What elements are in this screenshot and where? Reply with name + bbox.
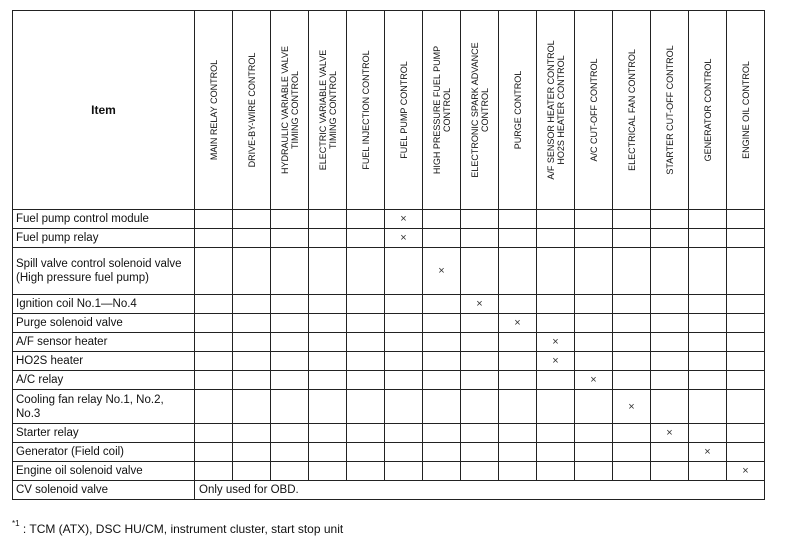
empty-cell [537,210,575,229]
row-label: Fuel pump control module [13,210,195,229]
empty-cell [423,443,461,462]
column-header-label: STARTER CUT-OFF CONTROL [664,45,675,175]
column-header [233,11,271,210]
empty-cell [423,424,461,443]
empty-cell [347,443,385,462]
column-header-label: MAIN RELAY CONTROL [208,59,219,161]
empty-cell [309,295,347,314]
empty-cell [347,248,385,295]
table-row [13,229,765,248]
empty-cell [385,371,423,390]
empty-cell [385,333,423,352]
empty-cell [347,314,385,333]
empty-cell [537,248,575,295]
applies-mark: × [423,248,461,295]
empty-cell [423,352,461,371]
column-header [689,11,727,210]
empty-cell [195,371,233,390]
empty-cell [727,210,765,229]
empty-cell [575,248,613,295]
empty-cell [195,248,233,295]
empty-cell [233,462,271,481]
empty-cell [613,462,651,481]
empty-cell [613,443,651,462]
empty-cell [347,390,385,424]
empty-cell [309,352,347,371]
row-label: HO2S heater [13,352,195,371]
column-header [423,11,461,210]
empty-cell [195,295,233,314]
empty-cell [689,229,727,248]
empty-cell [575,352,613,371]
empty-cell [309,443,347,462]
empty-cell [613,424,651,443]
applies-mark: × [727,462,765,481]
table-row [13,333,765,352]
empty-cell [651,443,689,462]
empty-cell [651,390,689,424]
empty-cell [347,229,385,248]
empty-cell [651,248,689,295]
table-row [13,390,765,424]
empty-cell [537,371,575,390]
column-header [195,11,233,210]
empty-cell [271,314,309,333]
empty-cell [727,295,765,314]
empty-cell [271,295,309,314]
empty-cell [499,333,537,352]
empty-cell [271,390,309,424]
empty-cell [309,229,347,248]
empty-cell [385,390,423,424]
empty-cell [575,424,613,443]
empty-cell [309,390,347,424]
empty-cell [347,371,385,390]
table-row [13,352,765,371]
empty-cell [461,210,499,229]
footnote [12,519,344,536]
column-header-label: ELECTRICAL FAN CONTROL [626,49,637,171]
empty-cell [233,229,271,248]
table-body [13,210,765,500]
header-row [13,11,765,210]
empty-cell [651,295,689,314]
empty-cell [499,443,537,462]
empty-cell [537,424,575,443]
empty-cell [613,314,651,333]
empty-cell [651,229,689,248]
table-row [13,424,765,443]
empty-cell [195,314,233,333]
empty-cell [613,333,651,352]
column-header-label: HYDRAULIC VARIABLE VALVE TIMING CONTROL [279,45,300,175]
empty-cell [423,371,461,390]
empty-cell [461,443,499,462]
column-header [575,11,613,210]
empty-cell [499,295,537,314]
empty-cell [309,314,347,333]
empty-cell [195,229,233,248]
table-row [13,481,765,500]
empty-cell [689,424,727,443]
empty-cell [613,295,651,314]
empty-cell [195,443,233,462]
applies-mark: × [385,229,423,248]
empty-cell [613,352,651,371]
empty-cell [537,390,575,424]
empty-cell [271,462,309,481]
empty-cell [233,424,271,443]
control-matrix [12,10,765,500]
empty-cell [651,462,689,481]
empty-cell [575,229,613,248]
applies-mark: × [499,314,537,333]
empty-cell [727,390,765,424]
empty-cell [613,229,651,248]
empty-cell [461,248,499,295]
column-header-label: FUEL INJECTION CONTROL [360,50,371,170]
applies-mark: × [537,352,575,371]
applies-mark: × [689,443,727,462]
empty-cell [727,248,765,295]
applies-mark: × [651,424,689,443]
column-header [347,11,385,210]
empty-cell [499,352,537,371]
empty-cell [233,210,271,229]
empty-cell [689,248,727,295]
empty-cell [385,462,423,481]
empty-cell [575,295,613,314]
column-header [271,11,309,210]
empty-cell [385,352,423,371]
empty-cell [651,314,689,333]
empty-cell [727,371,765,390]
empty-cell [233,352,271,371]
empty-cell [575,210,613,229]
empty-cell [309,248,347,295]
column-header-label: A/C CUT-OFF CONTROL [588,58,599,162]
empty-cell [689,390,727,424]
empty-cell [385,295,423,314]
empty-cell [575,314,613,333]
row-label: Spill valve control solenoid valve (High pressure fuel pump) [13,248,195,295]
applies-mark: × [385,210,423,229]
empty-cell [499,424,537,443]
empty-cell [385,424,423,443]
table-row [13,314,765,333]
empty-cell [537,443,575,462]
column-header [651,11,689,210]
empty-cell [727,314,765,333]
empty-cell [385,443,423,462]
table-row [13,443,765,462]
empty-cell [233,295,271,314]
column-header [537,11,575,210]
empty-cell [423,295,461,314]
empty-cell [537,229,575,248]
empty-cell [347,295,385,314]
empty-cell [309,210,347,229]
empty-cell [309,424,347,443]
empty-cell [613,371,651,390]
table-row [13,295,765,314]
applies-mark: × [537,333,575,352]
empty-cell [499,390,537,424]
empty-cell [233,333,271,352]
row-label: Fuel pump relay [13,229,195,248]
empty-cell [195,210,233,229]
empty-cell [689,371,727,390]
empty-cell [347,333,385,352]
column-header [613,11,651,210]
empty-cell [689,314,727,333]
empty-cell [347,462,385,481]
column-header [461,11,499,210]
empty-cell [461,333,499,352]
empty-cell [499,210,537,229]
empty-cell [727,229,765,248]
column-header [499,11,537,210]
empty-cell [575,443,613,462]
empty-cell [309,462,347,481]
empty-cell [423,229,461,248]
row-label: Generator (Field coil) [13,443,195,462]
row-label: Cooling fan relay No.1, No.2, No.3 [13,390,195,424]
column-header-label: A/F SENSOR HEATER CONTROL HO2S HEATER CONTROL [545,40,566,180]
table-row [13,248,765,295]
control-table [12,10,765,500]
empty-cell [461,390,499,424]
row-label: Purge solenoid valve [13,314,195,333]
empty-cell [423,333,461,352]
empty-cell [271,248,309,295]
empty-cell [233,390,271,424]
empty-cell [575,333,613,352]
empty-cell [233,248,271,295]
empty-cell [689,333,727,352]
column-header-label: DRIVE-BY-WIRE CONTROL [246,52,257,168]
empty-cell [499,462,537,481]
column-header [309,11,347,210]
empty-cell [423,210,461,229]
empty-cell [461,462,499,481]
empty-cell [195,352,233,371]
applies-mark: × [613,390,651,424]
empty-cell [309,371,347,390]
empty-cell [499,248,537,295]
empty-cell [271,210,309,229]
empty-cell [347,424,385,443]
footnote-text: : TCM (ATX), DSC HU/CM, instrument cluster, start stop unit [22,522,344,536]
empty-cell [651,210,689,229]
obd-note: Only used for OBD. [195,481,765,500]
empty-cell [727,352,765,371]
empty-cell [271,333,309,352]
applies-mark: × [575,371,613,390]
empty-cell [727,333,765,352]
column-header-label: ELECTRONIC SPARK ADVANCE CONTROL [469,42,490,178]
empty-cell [537,314,575,333]
empty-cell [385,314,423,333]
table-row [13,210,765,229]
row-label: A/C relay [13,371,195,390]
empty-cell [461,229,499,248]
empty-cell [385,248,423,295]
empty-cell [423,314,461,333]
empty-cell [461,352,499,371]
empty-cell [423,390,461,424]
column-header-label: HIGH PRESSURE FUEL PUMP CONTROL [431,45,452,175]
empty-cell [727,424,765,443]
empty-cell [195,333,233,352]
empty-cell [233,314,271,333]
empty-cell [499,371,537,390]
column-header-label: FUEL PUMP CONTROL [398,61,409,159]
empty-cell [271,229,309,248]
applies-mark: × [461,295,499,314]
empty-cell [689,295,727,314]
empty-cell [271,443,309,462]
empty-cell [575,390,613,424]
empty-cell [613,248,651,295]
empty-cell [689,462,727,481]
empty-cell [651,333,689,352]
empty-cell [651,371,689,390]
column-header [385,11,423,210]
empty-cell [271,352,309,371]
empty-cell [195,390,233,424]
empty-cell [423,462,461,481]
empty-cell [347,210,385,229]
column-header-label: PURGE CONTROL [512,70,523,150]
empty-cell [537,295,575,314]
column-header-label: GENERATOR CONTROL [702,58,713,162]
item-column-header: Item [13,11,195,210]
empty-cell [727,443,765,462]
column-header-label: ENGINE OIL CONTROL [740,61,751,159]
empty-cell [195,424,233,443]
empty-cell [195,462,233,481]
row-label: Ignition coil No.1—No.4 [13,295,195,314]
empty-cell [309,333,347,352]
footnote-marker: *1 [12,519,20,528]
empty-cell [499,229,537,248]
empty-cell [651,352,689,371]
table-row [13,371,765,390]
empty-cell [575,462,613,481]
column-header [727,11,765,210]
row-label: Engine oil solenoid valve [13,462,195,481]
empty-cell [461,314,499,333]
table-row [13,462,765,481]
row-label: A/F sensor heater [13,333,195,352]
empty-cell [233,443,271,462]
row-label: Starter relay [13,424,195,443]
empty-cell [613,210,651,229]
empty-cell [347,352,385,371]
empty-cell [689,210,727,229]
empty-cell [461,424,499,443]
empty-cell [461,371,499,390]
empty-cell [271,371,309,390]
empty-cell [689,352,727,371]
empty-cell [537,462,575,481]
empty-cell [271,424,309,443]
column-header-label: ELECTRIC VARIABLE VALVE TIMING CONTROL [317,49,338,171]
row-label: CV solenoid valve [13,481,195,500]
empty-cell [233,371,271,390]
